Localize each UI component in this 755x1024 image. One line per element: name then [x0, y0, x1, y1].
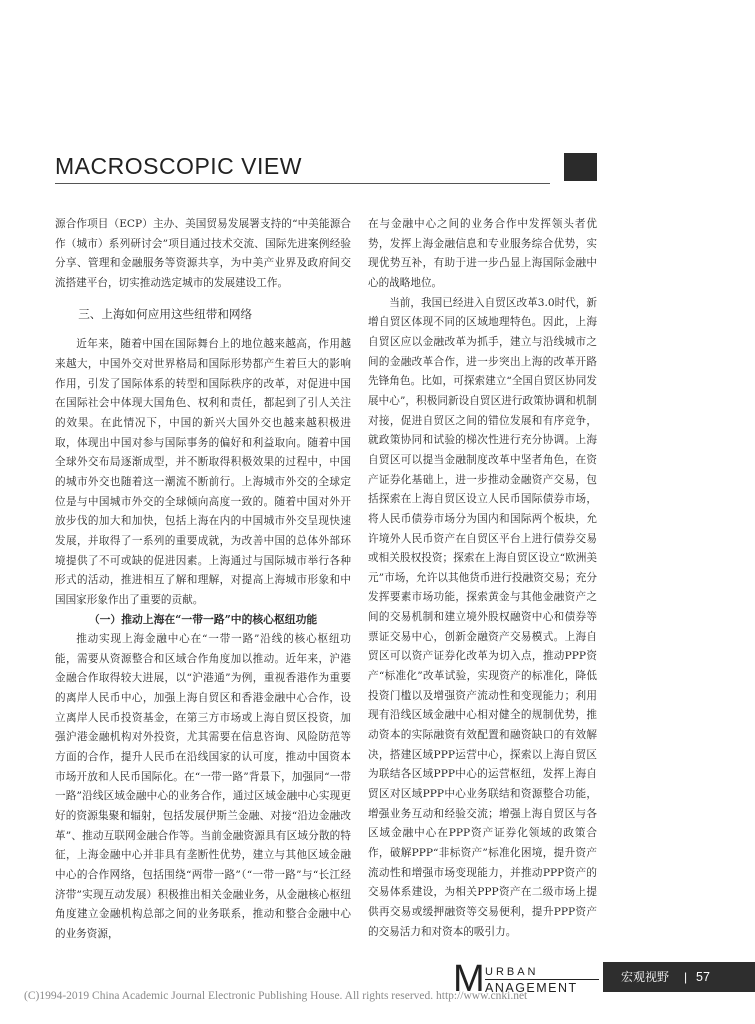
header-square-block: [564, 153, 597, 181]
paragraph: 近年来，随着中国在国际舞台上的地位越来越高，作用越来越大，中国外交对世界格局和国际形势都产生着巨大的影响作用，引发了国际体系的转型和国际秩序的改革，对促进中国在国际社会中体现大国角色、权利和责任，都起到了引人关注的效果。在此情况下，中国的新兴大国外交也越来越积极进取，体现出中国对参与国际事务的偏好和利益取向。随着中国全球外交布局逐渐成型，并不断取得积极效果的过程中，中国的城市外交也随着这一潮流不断前行。上海城市外交的全球定位是与中国城市外交的全球倾向高度一致的。随着中国对外开放步伐的加大和加快，包括上海在内的中国城市外交呈现快速发展，并取得了一系列的重要成就，为改善中国的总体外部环境提供了不可或缺的促进因素。上海通过与国际城市举行各种形式的活动，推进相互了解和理解，对提高上海城市形象和中国国家形象作出了重要的贡献。: [55, 338, 351, 606]
paragraph: 推动实现上海金融中心在“一带一路”沿线的核心枢纽功能，需要从资源整合和区域合作角度加以推动。近年来，沪港金融合作取得较大进展，以“沪港通”为例，重视香港作为重要的离岸人民币中心，加强上海自贸区和香港金融中心合作，设立离岸人民币投资基金，在第三方市场或上海自贸区投资，加强沪港金融机构对外投资，尤其需要在信息咨询、风险防范等方面的合作，提升人民币在沿线国家的认可度，推动中国资本市场开放和人民币国际化。在“一带一路”背景下，加强同“一带一路”沿线区域金融中心的业务合作，通过区域金融中心实现更好的资源集聚和辐射，包括发展伊斯兰金融、对接“沿边金融改革”、推动互联网金融合作等。当前金融资源具有区域分散的特征，上海金融中心并非具有垄断性优势，建立与其他区域金融中心的合作网络，包括围绕“两带一路”（“一带一路”与“长江经济带”实现互动发展）积极推出相关金融业务，从金融核心枢纽角度建立金融机构总部之间的业务联系，推动和整合金融中心的业务资源，: [55, 633, 351, 940]
left-column: [55, 215, 351, 945]
paragraph: 当前，我国已经进入自贸区改革3.0时代，新增自贸区体现不同的区域地理特色。因此，上海自贸区应以金融改革为抓手，建立与沿线城市之间的金融改革合作，进一步突出上海的改革开路先锋角色。比如，可探索建立“全国自贸区协同发展中心”，积极同新设自贸区进行政策协调和机制对接，促进自贸区之间的错位发展和有序竞争，就政策协同和试验的梯次性进行充分协调。上海自贸区可以提当金融制度改革中坚者角色，在资产证券化基础上，进一步推动金融资产交易，包括探索在上海自贸区设立人民币国际债券市场，将人民币债券市场分为国内和国际两个板块，允许境外人民币资产在自贸区平台上进行债券交易或相关股权投资；探索在上海自贸区设立“欧洲美元”市场，允许以其他货币进行投融资交易；充分发挥要素市场功能，探索黄金与其他金融资产之间的交易机制和建立境外股权融资中心和债券等票证交易中心，创新金融资产交易模式。上海自贸区可以资产证券化改革为切入点，推动PPP资产“标准化”改革试验，实现资产的标准化，降低投资门槛以及增强资产流动性和变现能力；利用现有沿线区域金融中心相对健全的规制优势，推动资本的实际融资有效配置和融资缺口的有效解决，搭建区域PPP运营中心，探索以上海自贸区为联结各区域PPP中心的运营枢纽，发挥上海自贸区对区域PPP中心业务联结和资源整合功能，增强业务互动和经验交流；增强上海自贸区与各区域金融中心在PPP资产证券化领域的政策合作，破解PPP“非标资产”标准化困境，提升资产流动性和增强市场变现能力，并推动PPP资产的交易体系建设，为相关PPP资产在二级市场上提供再交易或缓押融资等交易便利，提升PPP资产的交易活力和对资本的吸引力。: [368, 296, 597, 938]
header-rule: [55, 183, 550, 184]
running-header-title: MACROSCOPIC VIEW: [55, 153, 302, 179]
logo-word-management: ANAGEMENT: [485, 981, 578, 995]
logo-letter-m: M: [453, 958, 485, 1000]
paragraph-continued: 在与金融中心之间的业务合作中发挥领头者优势，发挥上海金融信息和专业服务综合优势，实现优势互补，有助于进一步凸显上海国际金融中心的战略地位。: [368, 218, 597, 289]
footer-separator: |: [684, 970, 688, 984]
footer-section-name: 宏观视野: [621, 970, 670, 984]
page-number: 57: [696, 970, 710, 984]
subsection-heading: （一）推动上海在“一带一路”中的核心枢纽功能: [88, 613, 318, 627]
copyright-notice: (C)1994-2019 China Academic Journal Electronic Publishing House. All rights reserved. http://www.cnki.net: [24, 990, 528, 1002]
right-column: [368, 215, 597, 942]
paragraph-continued: 源合作项目（ECP）主办、美国贸易发展署支持的“中美能源合作（城市）系列研讨会”项目通过技术交流、国际先进案例经验分享、管理和金融服务等资源共享，为中美产业界及政府间交流搭建平台，切实推动选定城市的发展建设工作。: [55, 218, 351, 289]
logo-rule: [485, 979, 599, 980]
section-heading: 三、上海如何应用这些纽带和网络: [78, 306, 253, 321]
logo-word-urban: URBAN: [485, 966, 539, 978]
footer-bar: [603, 962, 755, 992]
